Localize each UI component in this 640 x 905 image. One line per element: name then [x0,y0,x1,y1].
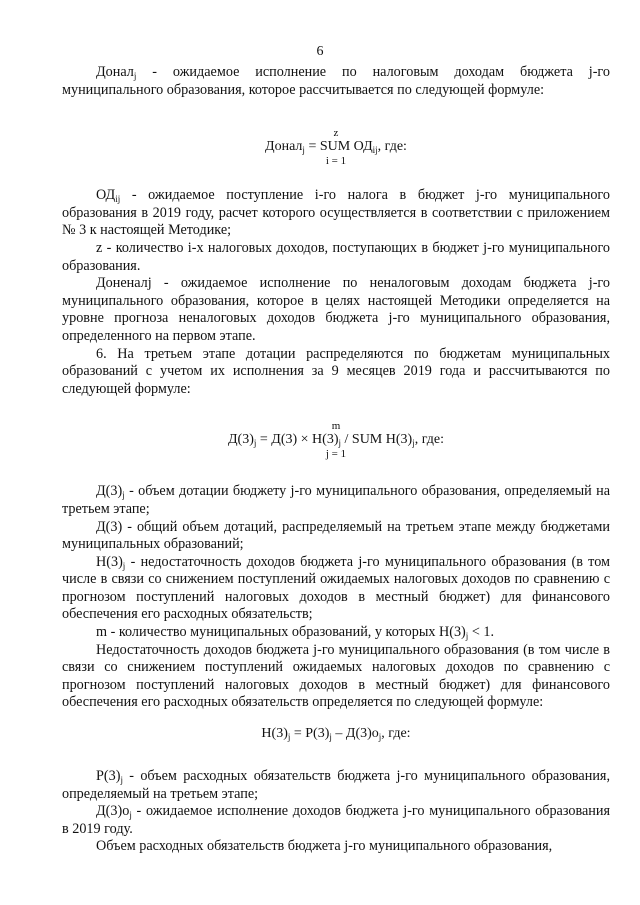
paragraph-donenal-definition: Доненалj - ожидаемое исполнение по неналоговым доходам бюджета j-го муниципального образования, которое в целях настоящей Методики определяется на уровне прогноза неналоговых доходов бюджета j-го муниципального образования, определенного на первом этапе. [62,275,610,344]
paragraph-last-line: Объем расходных обязательств бюджета j-го муниципального образования, [96,838,553,855]
paragraph-insufficiency: Недостаточность доходов бюджета j-го муниципального образования (в том числе в связи со снижением поступлений ожидаемых налоговых доходов по сравнению с прогнозом поступлений налоговых доходов в местный бюджет) для финансового обеспечения его расходных обязательств определяется по следующей формуле: [62,641,610,711]
paragraph-donal-definition: Донал$_j$ - ожидаемое исполнение по налоговым доходам бюджета j-го муниципального образования, которое рассчитывается по следующей формуле: [62,64,610,98]
formula-upper-limit: m [331,420,341,433]
formula-d3j [62,420,610,460]
page-body [62,64,610,856]
paragraph-m-definition: m - количество муниципальных образований, у которых $Н(3)_j < 1$. [96,624,495,642]
paragraph-d3-definition: Д(3) - общий объем дотаций, распределяемый на третьем этапе между бюджетами муниципальных образований; [62,518,610,553]
formula-expression: $Д(3)_j = Д(3) \times Н(3)_j$ / SUM $Н(3)_j$, где: [228,432,444,449]
paragraph-od-definition: $ОД_{ij}$ - ожидаемое поступление i-го налога в бюджет j-го муниципального образования в 2019 году, расчет которого осуществляется в соответствии с приложением № 3 к настоящей Методике; [62,187,610,239]
formula-lower-limit: i = 1 [325,155,347,168]
paragraph-p3j-definition: $Р(3)_j$ - объем расходных обязательств бюджета j-го муниципального образования, определяемый на третьем этапе; [62,768,610,802]
formula-expression: Донал$_j$ = SUM $ОД_{ij}$, где: [265,139,407,156]
paragraph-z-definition: z - количество i-х налоговых доходов, поступающих в бюджет j-го муниципального образования. [62,239,610,274]
paragraph-h3j-definition: $Н(3)_j$ - недостаточность доходов бюджета j-го муниципального образования (в том числе в связи со снижением поступлений ожидаемых налоговых доходов по сравнению с прогнозом поступлений налоговых доходов в местный бюджет) для финансового обеспечения его расходных обязательств; [62,553,610,623]
paragraph-d3oj-definition: $Д(3)о_j$ - ожидаемое исполнение доходов бюджета j-го муниципального образования в 2019 году. [62,803,610,837]
formula-expression: $Н(3)_j = Р(3)_j - Д(3)о_j$, где: [261,726,411,743]
formula-donal [62,127,610,167]
page-number: 6 [316,44,324,59]
formula-lower-limit: j = 1 [325,448,347,461]
formula-h3j [62,726,610,742]
formula-upper-limit: z [333,127,339,140]
paragraph-d3j-definition: $Д(3)_j$ - объем дотации бюджету j-го муниципального образования, определяемый на третьем этапе; [62,483,610,517]
paragraph-stage-6: 6. На третьем этапе дотации распределяются по бюджетам муниципальных образований с учетом их исполнения за 9 месяцев 2019 года и рассчитываются по следующей формуле: [62,345,610,397]
